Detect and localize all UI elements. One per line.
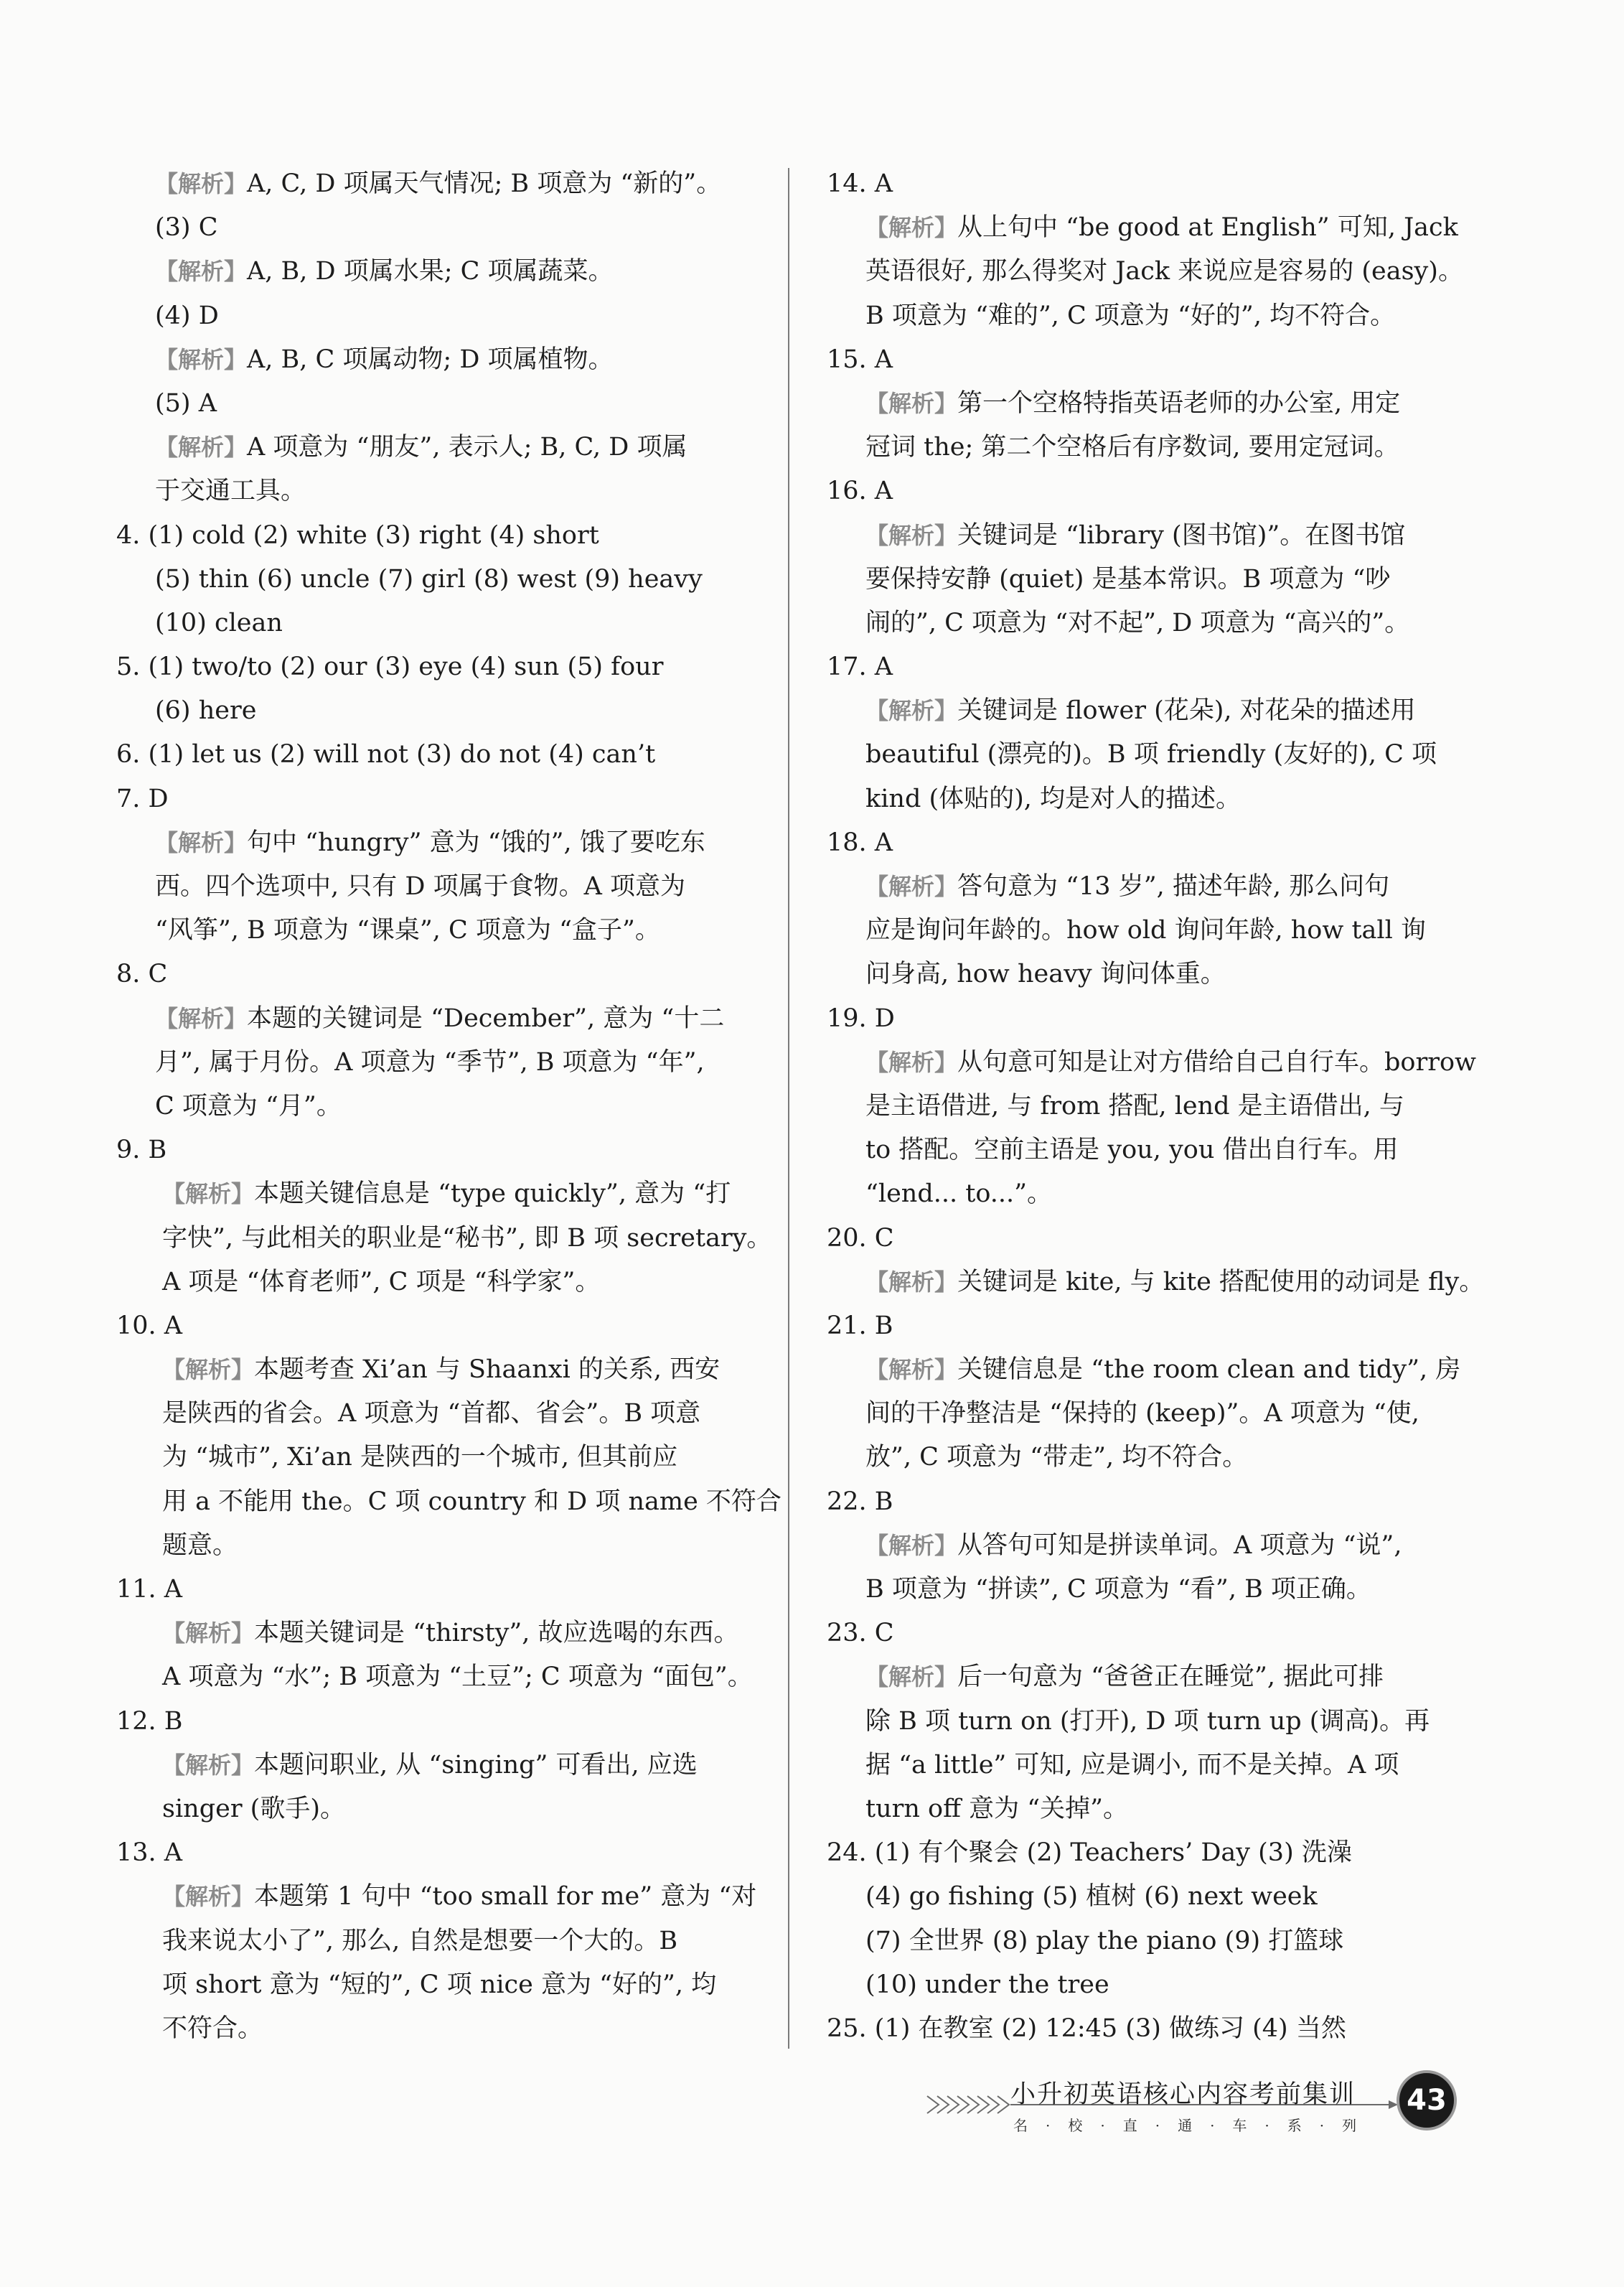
- question-answer-line: [827, 2007, 1458, 2051]
- explanation-continuation: [116, 1524, 748, 1568]
- line-text: 是主语借进, 与 from 搭配, lend 是主语借出, 与: [865, 1091, 1404, 1121]
- analysis-tag: 【解析】: [155, 345, 248, 373]
- analysis-tag: 【解析】: [155, 828, 248, 856]
- line-text: 放”, C 项意为 “带走”, 均不符合。: [865, 1443, 1248, 1472]
- line-text: 7. D: [116, 784, 169, 813]
- explanation-continuation: [827, 953, 1458, 996]
- explanation-line: [116, 821, 748, 865]
- explanation-line: [116, 1612, 748, 1655]
- line-text: 西。四个选项中, 只有 D 项属于食物。A 项意为: [155, 872, 685, 901]
- question-answer-line: [116, 645, 748, 689]
- question-answer-line: [116, 733, 748, 777]
- analysis-tag: 【解析】: [162, 1619, 255, 1647]
- line-text: 关键词是 kite, 与 kite 搭配使用的动词是 fly。: [957, 1267, 1485, 1296]
- explanation-continuation: [116, 1655, 753, 1699]
- line-text: A 项意为 “朋友”, 表示人; B, C, D 项属: [247, 433, 687, 462]
- footer-title: 小升初英语核心内容考前集训: [1010, 2080, 1356, 2109]
- line-text: 12. B: [116, 1706, 183, 1736]
- line-text: 本题问职业, 从 “singing” 可看出, 应选: [254, 1750, 698, 1779]
- line-text: 问身高, how heavy 询问体重。: [865, 960, 1226, 989]
- analysis-tag: 【解析】: [162, 1180, 255, 1208]
- line-text: 后一句意为 “爸爸正在睡觉”, 据此可排: [957, 1662, 1384, 1692]
- line-text: 要保持安静 (quiet) 是基本常识。B 项意为 “吵: [865, 564, 1391, 594]
- line-text: 17. A: [827, 653, 893, 682]
- explanation-continuation: [827, 1700, 1458, 1744]
- explanation-continuation: [116, 865, 748, 909]
- explanation-line: [827, 1524, 1458, 1568]
- line-text: 14. A: [827, 169, 893, 198]
- explanation-continuation: [116, 1217, 772, 1261]
- sub-answer-line: [827, 1963, 1458, 2007]
- explanation-continuation: [827, 733, 1458, 777]
- explanation-line: [116, 1875, 757, 1919]
- line-text: (7) 全世界 (8) play the piano (9) 打篮球: [865, 1926, 1344, 1955]
- sub-answer-line: [116, 602, 748, 645]
- line-text: 8. C: [116, 960, 168, 989]
- explanation-continuation: [827, 558, 1458, 602]
- column-divider: [788, 168, 789, 2049]
- question-answer-line: [827, 1831, 1458, 1875]
- explanation-line: [827, 689, 1458, 733]
- question-answer-line: [827, 162, 1458, 206]
- line-text: 答句意为 “13 岁”, 描述年龄, 那么问句: [957, 872, 1390, 901]
- right-column: [827, 162, 1485, 2051]
- question-answer-line: [827, 1304, 1458, 1348]
- explanation-continuation: [827, 909, 1458, 953]
- line-text: 闹的”, C 项意为 “对不起”, D 项意为 “高兴的”。: [865, 608, 1410, 637]
- line-text: (10) under the tree: [865, 1970, 1109, 1999]
- line-text: 18. A: [827, 828, 893, 857]
- explanation-continuation: [116, 469, 748, 513]
- explanation-line: [116, 426, 748, 469]
- explanation-continuation: [827, 294, 1458, 338]
- question-answer-line: [116, 1128, 748, 1172]
- line-text: 5. (1) two/to (2) our (3) eye (4) sun (5) four: [116, 653, 664, 682]
- line-text: 本题的关键词是 “December”, 意为 “十二: [247, 1004, 725, 1033]
- explanation-continuation: [116, 2007, 748, 2051]
- line-text: 22. B: [827, 1487, 893, 1516]
- line-text: 关键词是 “library (图书馆)”。在图书馆: [957, 520, 1406, 550]
- explanation-line: [827, 1655, 1458, 1699]
- explanation-line: [827, 1348, 1461, 1392]
- sub-answer-line: [116, 558, 748, 602]
- page-number-badge: 43: [1397, 2070, 1457, 2131]
- explanation-continuation: [116, 1436, 748, 1479]
- line-text: 用 a 不能用 the。C 项 country 和 D 项 name 不符合: [162, 1487, 782, 1516]
- line-text: 关键信息是 “the room clean and tidy”, 房: [957, 1355, 1461, 1385]
- analysis-tag: 【解析】: [865, 214, 958, 242]
- explanation-line: [116, 1172, 748, 1216]
- line-text: 本题关键信息是 “type quickly”, 意为 “打: [254, 1179, 731, 1209]
- line-text: 第一个空格特指英语老师的办公室, 用定: [957, 388, 1401, 418]
- analysis-tag: 【解析】: [865, 1048, 958, 1076]
- explanation-continuation: [827, 1744, 1458, 1787]
- line-text: A 项意为 “水”; B 项意为 “土豆”; C 项意为 “面包”。: [162, 1662, 753, 1692]
- line-text: 11. A: [116, 1575, 183, 1604]
- analysis-tag: 【解析】: [865, 1356, 958, 1384]
- explanation-continuation: [116, 1261, 748, 1304]
- explanation-continuation: [116, 1787, 748, 1831]
- explanation-line: [827, 206, 1458, 250]
- line-text: B 项意为 “拼读”, C 项意为 “看”, B 项正确。: [865, 1575, 1371, 1604]
- explanation-continuation: [827, 1392, 1458, 1436]
- analysis-tag: 【解析】: [155, 170, 248, 197]
- explanation-continuation: [116, 1392, 748, 1436]
- line-text: 于交通工具。: [155, 477, 306, 506]
- line-text: 项 short 意为 “短的”, C 项 nice 意为 “好的”, 均: [162, 1970, 717, 1999]
- explanation-continuation: [827, 1128, 1458, 1172]
- explanation-continuation: [116, 1480, 782, 1524]
- analysis-tag: 【解析】: [865, 873, 958, 900]
- line-text: 冠词 the; 第二个空格后有序数词, 要用定冠词。: [865, 433, 1399, 462]
- line-text: 13. A: [116, 1838, 183, 1868]
- line-text: 为 “城市”, Xi’an 是陕西的一个城市, 但其前应: [162, 1443, 678, 1472]
- explanation-continuation: [116, 1963, 748, 2007]
- line-text: 从答句可知是拼读单词。A 项意为 “说”,: [957, 1530, 1402, 1560]
- explanation-continuation: [116, 1041, 748, 1085]
- line-text: 字快”, 与此相关的职业是“秘书”, 即 B 项 secretary。: [162, 1223, 772, 1253]
- analysis-tag: 【解析】: [865, 1268, 958, 1296]
- line-text: “风筝”, B 项意为 “课桌”, C 项意为 “盒子”。: [155, 916, 660, 945]
- question-answer-line: [116, 514, 748, 558]
- question-answer-line: [116, 1831, 748, 1875]
- question-answer-line: [827, 469, 1458, 513]
- explanation-continuation: [827, 1436, 1458, 1479]
- explanation-line: [116, 250, 748, 294]
- line-text: 据 “a little” 可知, 应是调小, 而不是关掉。A 项: [865, 1750, 1399, 1779]
- explanation-line: [116, 1348, 748, 1392]
- analysis-tag: 【解析】: [162, 1356, 255, 1384]
- question-answer-line: [116, 777, 748, 821]
- sub-answer-line: [827, 1919, 1458, 1963]
- line-text: (4) D: [155, 301, 219, 330]
- explanation-continuation: [827, 1568, 1458, 1612]
- sub-answer-line: [116, 206, 748, 250]
- explanation-line: [116, 1744, 748, 1787]
- line-text: (10) clean: [155, 608, 283, 637]
- explanation-continuation: [116, 909, 748, 953]
- question-answer-line: [116, 953, 748, 996]
- line-text: A, B, D 项属水果; C 项属蔬菜。: [247, 257, 614, 286]
- line-text: (3) C: [155, 213, 218, 243]
- analysis-tag: 【解析】: [155, 1004, 248, 1032]
- line-text: 6. (1) let us (2) will not (3) do not (4) can’t: [116, 740, 656, 770]
- line-text: (4) go fishing (5) 植树 (6) next week: [865, 1882, 1318, 1912]
- line-text: 21. B: [827, 1311, 893, 1340]
- line-text: kind (体贴的), 均是对人的描述。: [865, 784, 1242, 813]
- explanation-line: [827, 1041, 1476, 1085]
- footer-subtitle: 名·校·直·通·车·系·列: [1013, 2117, 1375, 2134]
- line-text: A, B, C 项属动物; D 项属植物。: [247, 345, 614, 374]
- line-text: 从上句中 “be good at English” 可知, Jack: [957, 213, 1458, 243]
- explanation-line: [827, 514, 1458, 558]
- line-text: 句中 “hungry” 意为 “饿的”, 饿了要吃东: [247, 828, 705, 857]
- line-text: 英语很好, 那么得奖对 Jack 来说应是容易的 (easy)。: [865, 257, 1463, 286]
- question-answer-line: [827, 1217, 1458, 1261]
- question-answer-line: [827, 997, 1458, 1041]
- line-text: A, C, D 项属天气情况; B 项意为 “新的”。: [247, 169, 722, 198]
- line-text: singer (歌手)。: [162, 1794, 345, 1823]
- line-text: 10. A: [116, 1311, 183, 1340]
- question-answer-line: [116, 1304, 748, 1348]
- line-text: B 项意为 “难的”, C 项意为 “好的”, 均不符合。: [865, 301, 1396, 330]
- line-text: to 搭配。空前主语是 you, you 借出自行车。用: [865, 1136, 1399, 1165]
- explanation-line: [116, 338, 748, 382]
- line-text: beautiful (漂亮的)。B 项 friendly (友好的), C 项: [865, 740, 1437, 770]
- line-text: 24. (1) 有个聚会 (2) Teachers’ Day (3) 洗澡: [827, 1838, 1352, 1868]
- explanation-line: [827, 865, 1458, 909]
- analysis-tag: 【解析】: [155, 434, 248, 462]
- line-text: 从句意可知是让对方借给自己自行车。borrow: [957, 1047, 1476, 1077]
- line-text: 本题考查 Xi’an 与 Shaanxi 的关系, 西安: [254, 1355, 721, 1385]
- analysis-tag: 【解析】: [865, 521, 958, 549]
- line-text: 本题关键词是 “thirsty”, 故应选喝的东西。: [254, 1619, 739, 1648]
- line-text: 19. D: [827, 1004, 895, 1033]
- question-answer-line: [827, 1480, 1458, 1524]
- line-text: C 项意为 “月”。: [155, 1091, 342, 1121]
- question-answer-line: [116, 1568, 748, 1612]
- analysis-tag: 【解析】: [162, 1751, 255, 1779]
- explanation-continuation: [827, 602, 1458, 645]
- line-text: 9. B: [116, 1136, 167, 1165]
- explanation-continuation: [827, 426, 1458, 469]
- explanation-continuation: [827, 250, 1463, 294]
- line-text: 我来说太小了”, 那么, 自然是想要一个大的。B: [162, 1926, 678, 1955]
- analysis-tag: 【解析】: [865, 1531, 958, 1559]
- question-answer-line: [827, 338, 1458, 382]
- line-text: “lend... to...”。: [865, 1179, 1053, 1209]
- sub-answer-line: [827, 1875, 1458, 1919]
- line-text: 题意。: [162, 1530, 238, 1560]
- analysis-tag: 【解析】: [865, 697, 958, 725]
- explanation-continuation: [827, 777, 1458, 821]
- line-text: 16. A: [827, 477, 893, 506]
- line-text: 间的干净整洁是 “保持的 (keep)”。A 项意为 “使,: [865, 1399, 1419, 1428]
- explanation-continuation: [827, 1172, 1458, 1216]
- line-text: (6) here: [155, 696, 257, 726]
- line-text: 是陕西的省会。A 项意为 “首都、省会”。B 项意: [162, 1399, 701, 1428]
- line-text: 4. (1) cold (2) white (3) right (4) short: [116, 520, 599, 550]
- line-text: A 项是 “体育老师”, C 项是 “科学家”。: [162, 1267, 601, 1296]
- analysis-tag: 【解析】: [162, 1883, 255, 1911]
- analysis-tag: 【解析】: [155, 258, 248, 286]
- explanation-line: [827, 382, 1458, 426]
- analysis-tag: 【解析】: [865, 389, 958, 417]
- line-text: 15. A: [827, 345, 893, 374]
- line-text: 月”, 属于月份。A 项意为 “季节”, B 项意为 “年”,: [155, 1047, 705, 1077]
- explanation-continuation: [116, 1919, 748, 1963]
- explanation-line: [116, 997, 748, 1041]
- line-text: 23. C: [827, 1619, 894, 1648]
- explanation-continuation: [116, 1085, 748, 1128]
- sub-answer-line: [116, 382, 748, 426]
- line-text: (5) thin (6) uncle (7) girl (8) west (9) heavy: [155, 564, 703, 594]
- line-text: 本题第 1 句中 “too small for me” 意为 “对: [254, 1882, 757, 1912]
- question-answer-line: [827, 1612, 1458, 1655]
- explanation-line: [116, 162, 748, 206]
- line-text: 20. C: [827, 1223, 894, 1253]
- question-answer-line: [116, 1700, 748, 1744]
- line-text: 25. (1) 在教室 (2) 12:45 (3) 做练习 (4) 当然: [827, 2014, 1346, 2043]
- line-text: 关键词是 flower (花朵), 对花朵的描述用: [957, 696, 1416, 726]
- line-text: turn off 意为 “关掉”。: [865, 1794, 1128, 1823]
- sub-answer-line: [116, 294, 748, 338]
- explanation-continuation: [827, 1787, 1458, 1831]
- left-column: [116, 162, 782, 2051]
- question-answer-line: [827, 645, 1458, 689]
- line-text: (5) A: [155, 388, 217, 418]
- sub-answer-line: [116, 689, 748, 733]
- line-text: 不符合。: [162, 2014, 263, 2043]
- analysis-tag: 【解析】: [865, 1663, 958, 1691]
- explanation-continuation: [827, 1085, 1458, 1128]
- explanation-line: [827, 1261, 1485, 1304]
- line-text: 应是询问年龄的。how old 询问年龄, how tall 询: [865, 916, 1426, 945]
- question-answer-line: [827, 821, 1458, 865]
- line-text: 除 B 项 turn on (打开), D 项 turn up (调高)。再: [865, 1706, 1430, 1736]
